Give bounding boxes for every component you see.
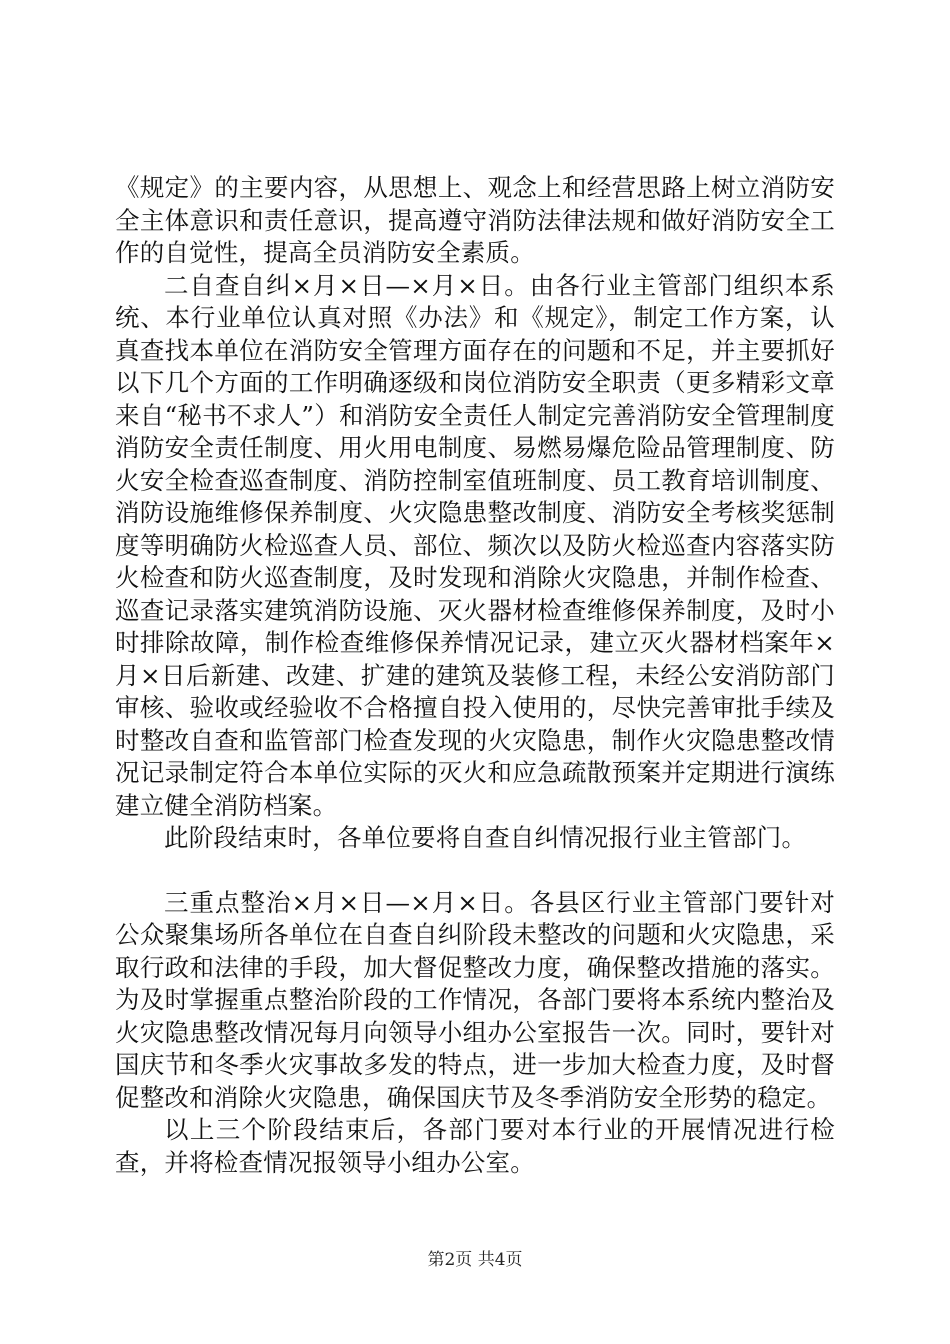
- paragraph-regulation-content: 《规定》的主要内容，从思想上、观念上和经营思路上树立消防安全主体意识和责任意识，提高遵守消防法律法规和做好消防安全工作的自觉性，提高全员消防安全素质。: [115, 173, 835, 267]
- page-number-footer: 第2页 共4页: [427, 1250, 523, 1270]
- paragraph-self-inspection: 二自查自纠×月×日—×月×日。由各行业主管部门组织本系统、本行业单位认真对照《办法》和《规定》，制定工作方案，认真查找本单位在消防安全管理方面存在的问题和不足，并主要抓好以下几个方面的工作明确逐级和岗位消防安全职责（更多精彩文章来自“秘书不求人”）和消防安全责任人制定完善消防安全管理制度消防安全责任制度、用火用电制度、易燃易爆危险品管理制度、防火安全检查巡查制度、消防控制室值班制度、员工教育培训制度、消防设施维修保养制度、火灾隐患整改制度、消防安全考核奖惩制度等明确防火检巡查人员、部位、频次以及防火检巡查内容落实防火检查和防火巡查制度，及时发现和消除火灾隐患，并制作检查、巡查记录落实建筑消防设施、灭火器材检查维修保养制度，及时小时排除故障，制作检查维修保养情况记录，建立灭火器材档案年×月×日后新建、改建、扩建的建筑及装修工程，未经公安消防部门审核、验收或经验收不合格擅自投入使用的，尽快完善审批手续及时整改自查和监管部门检查发现的火灾隐患，制作火灾隐患整改情况记录制定符合本单位实际的灭火和应急疏散预案并定期进行演练建立健全消防档案。: [115, 270, 835, 820]
- paragraph-stage-end-report: 此阶段结束时，各单位要将自查自纠情况报行业主管部门。: [164, 823, 807, 852]
- paragraph-final-inspection: 以上三个阶段结束后，各部门要对本行业的开展情况进行检查，并将检查情况报领导小组办公室。: [115, 1115, 835, 1177]
- paragraph-key-rectification: 三重点整治×月×日—×月×日。各县区行业主管部门要针对公众聚集场所各单位在自查自纠阶段未整改的问题和火灾隐患，采取行政和法律的手段，加大督促整改力度，确保整改措施的落实。为及时掌握重点整治阶段的工作情况，各部门要将本系统内整治及火灾隐患整改情况每月向领导小组办公室报告一次。同时，要针对国庆节和冬季火灾事故多发的特点，进一步加大检查力度，及时督促整改和消除火灾隐患，确保国庆节及冬季消防安全形势的稳定。: [115, 887, 835, 1112]
- document-body: [115, 172, 835, 1179]
